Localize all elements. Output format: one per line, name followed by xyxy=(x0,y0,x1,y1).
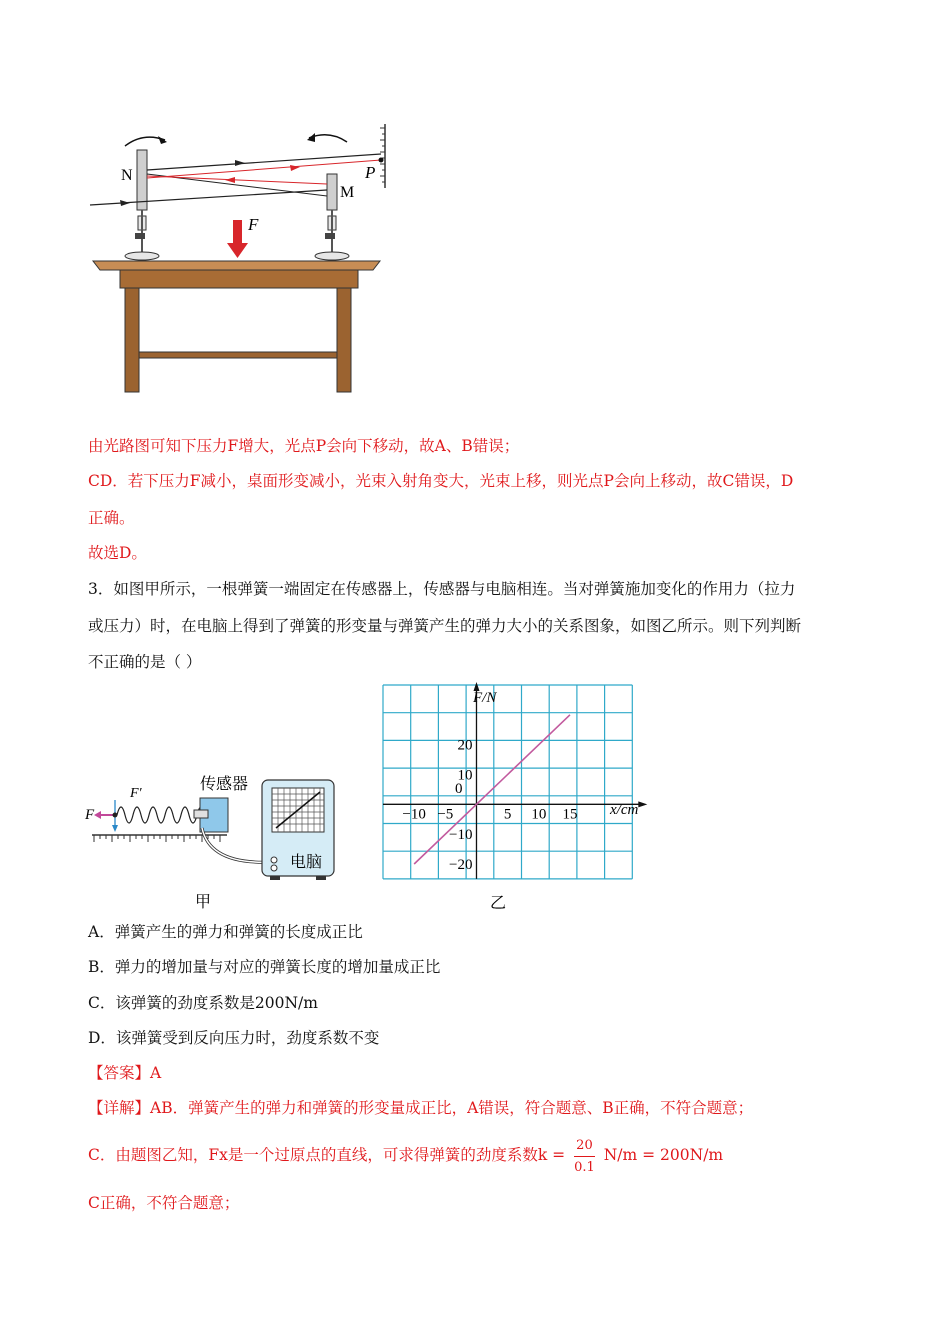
label-sensor: 传感器 xyxy=(200,776,249,793)
light-spot-p xyxy=(379,158,384,163)
answer-value: A xyxy=(150,1064,162,1082)
fraction-denominator: 0.1 xyxy=(574,1159,595,1175)
label-p: P xyxy=(365,163,376,182)
mirror-m xyxy=(327,174,337,210)
caption-yi: 乙 xyxy=(490,895,507,912)
label-force-fprime: F′ xyxy=(130,786,142,801)
solution-line-1: 由光路图可知下压力F增大，光点P会向下移动，故A、B错误； xyxy=(88,437,520,455)
caption-jia: 甲 xyxy=(195,894,212,911)
chart-ticks xyxy=(402,738,577,873)
y-tick-label: −10 xyxy=(449,827,473,844)
x-axis-label: x/cm xyxy=(610,802,639,818)
y-tick-label: 20 xyxy=(457,737,473,754)
x-tick-label: −10 xyxy=(402,806,426,823)
detail-line-1 xyxy=(88,1098,753,1118)
label-computer: 电脑 xyxy=(290,854,323,871)
fraction-numerator: 20 xyxy=(574,1138,595,1157)
option-d[interactable]: D．该弹簧受到反向压力时，劲度系数不变 xyxy=(88,1029,380,1047)
detail-line-3: C正确，不符合题意； xyxy=(88,1194,240,1212)
chart-grid xyxy=(383,685,632,879)
force-arrow xyxy=(233,220,242,244)
label-n: N xyxy=(121,167,133,184)
table-leg-left xyxy=(125,288,139,392)
x-tick-label: 15 xyxy=(562,806,578,823)
x-tick-label: 5 xyxy=(503,806,512,823)
figure-yi-chart xyxy=(380,682,650,912)
x-tick-label: −5 xyxy=(437,806,454,823)
option-b[interactable]: B．弹力的增加量与对应的弹簧长度的增加量成正比 xyxy=(88,958,441,976)
label-force-f: F xyxy=(85,807,95,823)
chart-axes xyxy=(383,682,647,879)
question-3-line-2: 或压力）时，在电脑上得到了弹簧的形变量与弹簧产生的弹力大小的关系图象，如图乙所示。则下列判断 xyxy=(88,617,802,635)
x-axis-arrow xyxy=(638,801,647,807)
y-tick-label: 10 xyxy=(457,767,473,784)
solution-line-4: 故选D。 xyxy=(88,544,147,562)
label-f: F xyxy=(248,215,259,234)
series-line xyxy=(414,715,570,864)
spring-constant-fraction xyxy=(574,1138,595,1175)
option-c[interactable]: C．该弹簧的劲度系数是200N/m xyxy=(88,994,318,1012)
label-m: M xyxy=(340,184,355,201)
answer-line xyxy=(88,1063,161,1083)
table-top xyxy=(93,261,380,270)
chart-series xyxy=(414,715,570,864)
x-tick-label: 10 xyxy=(531,806,547,823)
question-3-line-1: 3．如图甲所示，一根弹簧一端固定在传感器上，传感器与电脑相连。当对弹簧施加变化的作用力（拉力 xyxy=(88,580,796,598)
table-leg-right xyxy=(337,288,351,392)
optical-lever-figure xyxy=(85,118,395,398)
figure-jia xyxy=(82,770,347,915)
answer-label: 【答案】 xyxy=(88,1064,151,1082)
detail-text-1: AB．弹簧产生的弹力和弹簧的形变量成正比，A错误，符合题意、B正确，不符合题意； xyxy=(150,1099,754,1117)
option-a[interactable]: A．弹簧产生的弹力和弹簧的长度成正比 xyxy=(88,923,363,941)
table-stretcher xyxy=(139,352,337,358)
solution-line-3: 正确。 xyxy=(88,509,135,527)
question-3-line-3: 不正确的是（ ） xyxy=(88,653,202,671)
y-tick-label: −20 xyxy=(449,856,473,873)
detail-line-2 xyxy=(88,1130,723,1180)
solution-line-2: CD．若下压力F减小，桌面形变减小，光束入射角变大，光束上移，则光点P会向上移动，故C错误，D xyxy=(88,472,794,490)
table-apron xyxy=(120,270,358,288)
y-axis-label: F/N xyxy=(473,690,497,706)
detail-text-2-pre: C．由题图乙知，Fx是一个过原点的直线，可求得弹簧的劲度系数k = xyxy=(88,1146,566,1164)
origin-label: 0 xyxy=(455,781,463,797)
detail-text-2-post: N/m = 200N/m xyxy=(603,1146,724,1164)
detail-label: 【详解】 xyxy=(88,1099,151,1117)
